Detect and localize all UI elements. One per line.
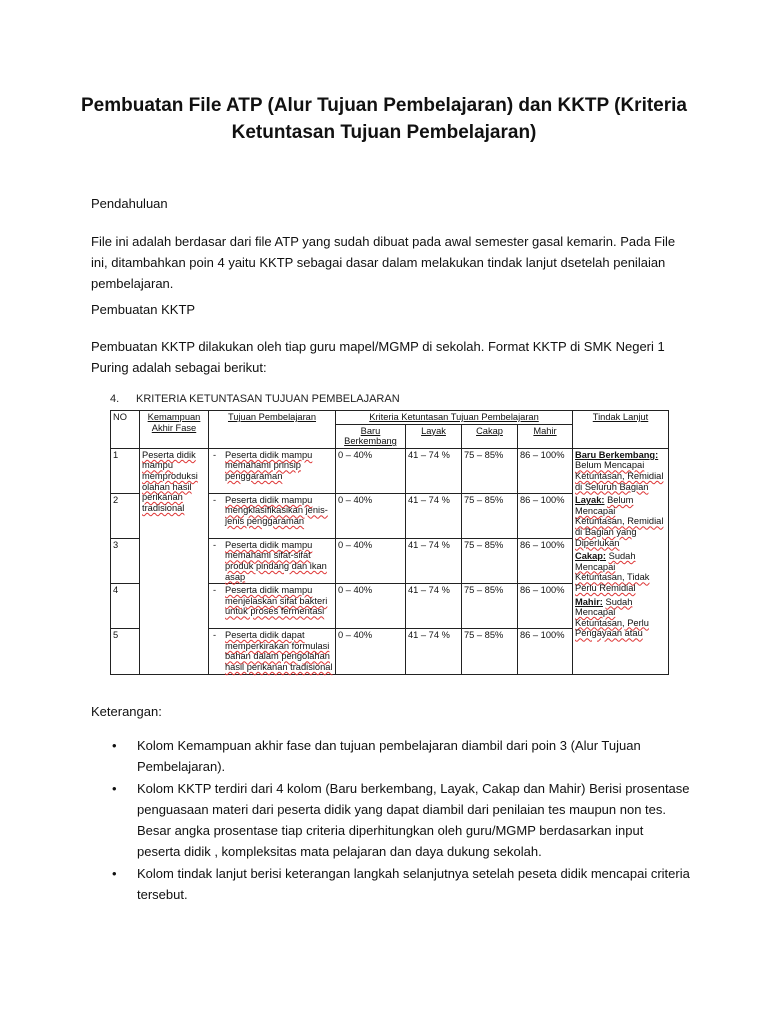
cell-cakap: 75 – 85%: [462, 584, 518, 629]
cell-baru: 0 – 40%: [336, 629, 406, 674]
cell-tujuan: - Peserta didik mampu memahami sifat-sifat produk pindang dan ikan asap: [209, 538, 336, 583]
cell-no: 5: [111, 629, 140, 674]
cell-no: 4: [111, 584, 140, 629]
cell-tujuan: - Peserta didik dapat memperkirakan formulasi bahan dalam pengolahan hasil perikanan tradisional: [209, 629, 336, 674]
bullet-icon: •: [112, 866, 117, 881]
cell-mahir: 86 – 100%: [518, 538, 573, 583]
table-caption-number: 4.: [110, 393, 120, 405]
cell-layak: 41 – 74 %: [406, 584, 462, 629]
cell-baru: 0 – 40%: [336, 538, 406, 583]
cell-layak: 41 – 74 %: [406, 538, 462, 583]
cell-layak: 41 – 74 %: [406, 448, 462, 493]
header-mahir: Mahir: [518, 424, 573, 448]
cell-layak: 41 – 74 %: [406, 493, 462, 538]
header-kemampuan: Kemampuan Akhir Fase: [140, 411, 209, 449]
header-kriteria: Kriteria Ketuntasan Tujuan Pembelajaran: [336, 411, 573, 425]
kktp-figure: [110, 393, 670, 683]
cell-cakap: 75 – 85%: [462, 538, 518, 583]
header-no: NO: [111, 411, 140, 449]
cell-cakap: 75 – 85%: [462, 629, 518, 674]
cell-no: 1: [111, 448, 140, 493]
table-caption-text: KRITERIA KETUNTASAN TUJUAN PEMBELAJARAN: [136, 393, 400, 405]
cell-no: 2: [111, 493, 140, 538]
tindak-lanjut-layak: Layak: Belum Mencapai Ketuntasan, Remidial di Bagian yang Diperlukan: [575, 495, 664, 548]
cell-mahir: 86 – 100%: [518, 629, 573, 674]
notes-heading: Keterangan:: [91, 704, 162, 719]
kktp-heading: Pembuatan KKTP: [91, 302, 196, 317]
header-tindak-lanjut: Tindak Lanjut: [573, 411, 669, 449]
header-cakap: Cakap: [462, 424, 518, 448]
document-title: Pembuatan File ATP (Alur Tujuan Pembelajaran) dan KKTP (Kriteria Ketuntasan Tujuan Pembelajaran): [80, 95, 687, 143]
cell-mahir: 86 – 100%: [518, 493, 573, 538]
cell-layak: 41 – 74 %: [406, 629, 462, 674]
tindak-lanjut-mahir: Mahir: Sudah Mencapai Ketuntasan, Perlu Pengayaan atau: [575, 596, 649, 639]
table-caption: [110, 393, 400, 405]
cell-baru: 0 – 40%: [336, 448, 406, 493]
cell-kemampuan: Peserta didik mampu memproduksi olahan hasil perikanan tradisional: [140, 448, 209, 674]
header-layak: Layak: [406, 424, 462, 448]
tindak-lanjut-cakap: Cakap: Sudah Mencapai Ketuntasan, Tidak Perlu Remidial: [575, 551, 650, 593]
bullet-icon: •: [112, 738, 117, 753]
notes-list: [110, 735, 690, 906]
cell-mahir: 86 – 100%: [518, 584, 573, 629]
cell-cakap: 75 – 85%: [462, 448, 518, 493]
cell-tindak-lanjut: [573, 448, 669, 674]
table-row: [111, 448, 669, 493]
cell-cakap: 75 – 85%: [462, 493, 518, 538]
cell-baru: 0 – 40%: [336, 584, 406, 629]
intro-heading: Pendahuluan: [91, 196, 168, 211]
tindak-lanjut-baru: Baru Berkembang: Belum Mencapai Ketuntasan, Remidial di Seluruh Bagian: [575, 449, 664, 492]
kktp-table: [110, 410, 669, 675]
intro-paragraph: File ini adalah berdasar dari file ATP yang sudah dibuat pada awal semester gasal kemarin. Pada File ini, ditambahkan poin 4 yaitu KKTP sebagai dasar dalam melakukan tindak lanjut dsetelah penilaian pembelajaran.: [91, 234, 676, 291]
header-tujuan: Tujuan Pembelajaran: [209, 411, 336, 449]
cell-tujuan: - Peserta didik mampu mengklasifikasikan jenis-jenis penggaraman: [209, 493, 336, 538]
cell-tujuan: - Peserta didik mampu memahami prinsip penggaraman: [209, 448, 336, 493]
cell-mahir: 86 – 100%: [518, 448, 573, 493]
kktp-paragraph: Pembuatan KKTP dilakukan oleh tiap guru mapel/MGMP di sekolah. Format KKTP di SMK Negeri 1 Puring adalah sebagai berikut:: [91, 339, 665, 375]
cell-baru: 0 – 40%: [336, 493, 406, 538]
list-item: • Kolom tindak lanjut berisi keterangan langkah selanjutnya setelah peseta didik mencapai criteria tersebut.: [110, 863, 690, 905]
list-item: • Kolom Kemampuan akhir fase dan tujuan pembelajaran diambil dari poin 3 (Alur Tujuan Pembelajaran).: [110, 735, 690, 777]
header-baru-berkembang: Baru Berkembang: [336, 424, 406, 448]
bullet-icon: •: [112, 781, 117, 796]
cell-no: 3: [111, 538, 140, 583]
list-item: • Kolom KKTP terdiri dari 4 kolom (Baru berkembang, Layak, Cakap dan Mahir) Berisi prosentase penguasaan materi dari peserta didik yang dapat diambil dari penilaian tes maupun non tes. Besar angka prosentase tiap criteria diperhitungkan oleh guru/MGMP berdasarkan input peserta didik , kompleksitas mata pelajaran dan daya dukung sekolah.: [110, 778, 690, 862]
cell-tujuan: - Peserta didik mampu menjelaskan sifat bakteri untuk proses fermentasi: [209, 584, 336, 629]
